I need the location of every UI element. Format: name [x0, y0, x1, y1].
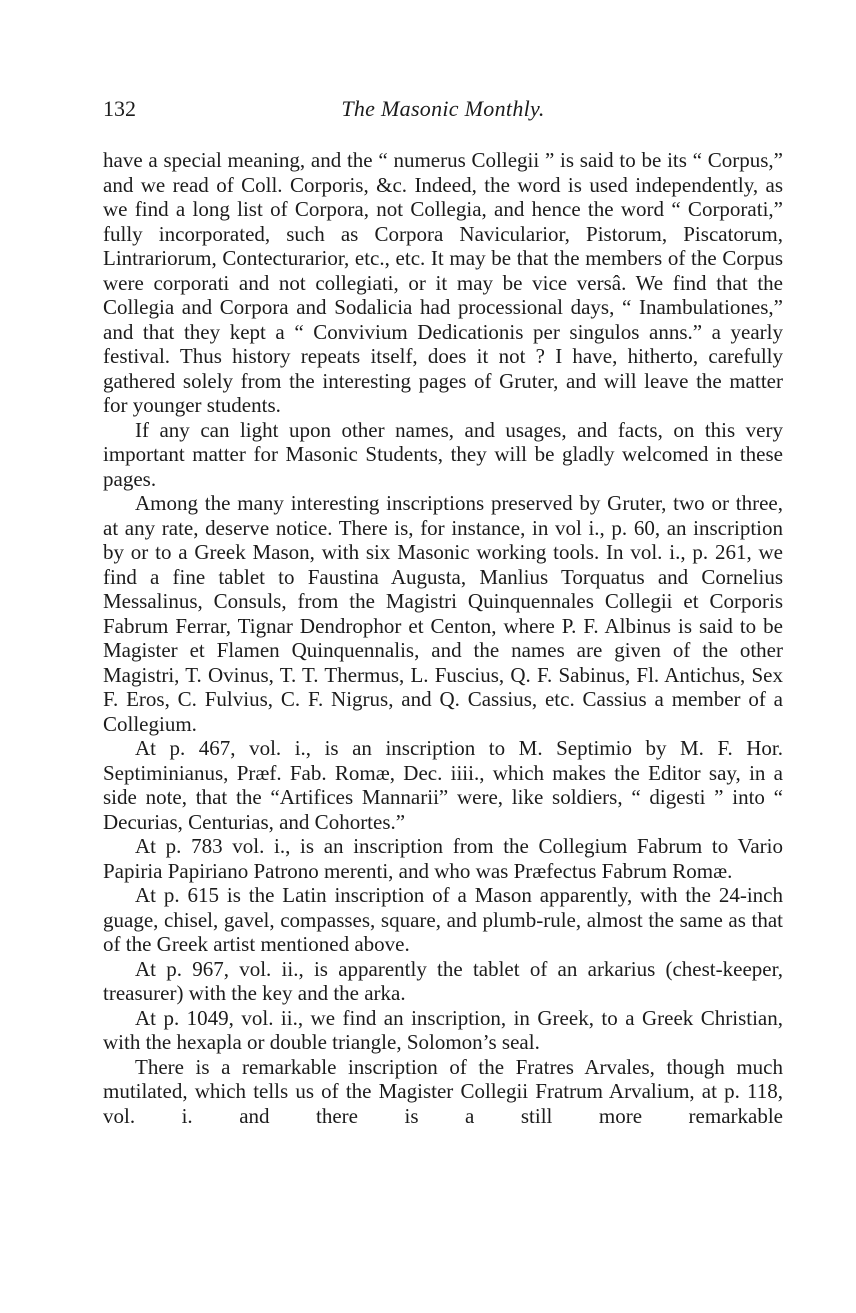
paragraph-collegium-fabrum: At p. 783 vol. i., is an inscription from the Collegium Fabrum to Vario Papiria Papiriano Patrono merenti, and who was Præfectus Fabrum Romæ. — [103, 834, 783, 883]
journal-title: The Masonic Monthly. — [341, 96, 545, 121]
paragraph-arkarius: At p. 967, vol. ii., is apparently the tablet of an arkarius (chest-keeper, treasurer) with the key and the arka. — [103, 956, 783, 1005]
paragraph-continued-corpus: have a special meaning, and the “ numerus Collegii ” is said to be its “ Corpus,” and we read of Coll. Corporis, &c. Indeed, the word is used independently, as we find a long list of Corpora, not Collegia, and hence the word “ Corporati,” fully incorporated, such as Corpora Navicularior, Pistorum, Piscatorum, Lintrariorum, Contecturarior, etc., etc. It may be that the members of the Corpus were corporati and not collegiati, or it may be vice versâ. We find that the Collegia and Corpora and Sodalicia had processional days, “ Inambulationes,” and that they kept a “ Convivium Dedicationis per singulos anns.” a yearly festival. Thus history repeats itself, does it not ? I have, hitherto, carefully gathered solely from the interesting pages of Gruter, and will leave the matter for younger students. — [103, 148, 783, 417]
paragraph-greek-christian: At p. 1049, vol. ii., we find an inscription, in Greek, to a Greek Christian, with the hexapla or double triangle, Solomon’s seal. — [103, 1005, 783, 1054]
page-number: 132 — [103, 96, 136, 121]
paragraph-gruter-inscriptions: Among the many interesting inscriptions preserved by Gruter, two or three, at any rate, deserve notice. There is, for instance, in vol i., p. 60, an inscription by or to a Greek Mason, with six Masonic working tools. In vol. i., p. 261, we find a fine tablet to Faustina Augusta, Manlius Torquatus and Cornelius Messalinus, Consuls, from the Magistri Quinquennales Collegii et Corporis Fabrum Ferrar, Tignar Dendrophor et Centon, where P. F. Albinus is said to be Magister et Flamen Quinquennalis, and the names are given of the other Magistri, T. Ovinus, T. T. Thermus, L. Fuscius, Q. F. Sabinus, Fl. Antichus, Sex F. Eros, C. Fulvius, C. F. Nigrus, and Q. Cassius, etc. Cassius a member of a Collegium. — [103, 491, 783, 736]
paragraph-latin-mason: At p. 615 is the Latin inscription of a Mason apparently, with the 24-inch guage, chisel, gavel, compasses, square, and plumb-rule, almost the same as that of the Greek artist mentioned above. — [103, 883, 783, 956]
paragraph-invitation: If any can light upon other names, and usages, and facts, on this very important matter for Masonic Students, they will be gladly welcomed in these pages. — [103, 417, 783, 491]
body-text — [103, 148, 783, 1128]
paragraph-fratres-arvales: There is a remarkable inscription of the Fratres Arvales, though much mutilated, which tells us of the Magister Collegii Fratrum Arvalium, at p. 118, vol. i. and there is a still more remarkable — [103, 1054, 783, 1128]
running-head — [103, 96, 783, 132]
paragraph-septimio: At p. 467, vol. i., is an inscription to M. Septimio by M. F. Hor. Septiminianus, Præf. Fab. Romæ, Dec. iiii., which makes the Editor say, in a side note, that the “Artifices Mannarii” were, like soldiers, “ digesti ” into “ Decurias, Centurias, and Cohortes.” — [103, 736, 783, 834]
